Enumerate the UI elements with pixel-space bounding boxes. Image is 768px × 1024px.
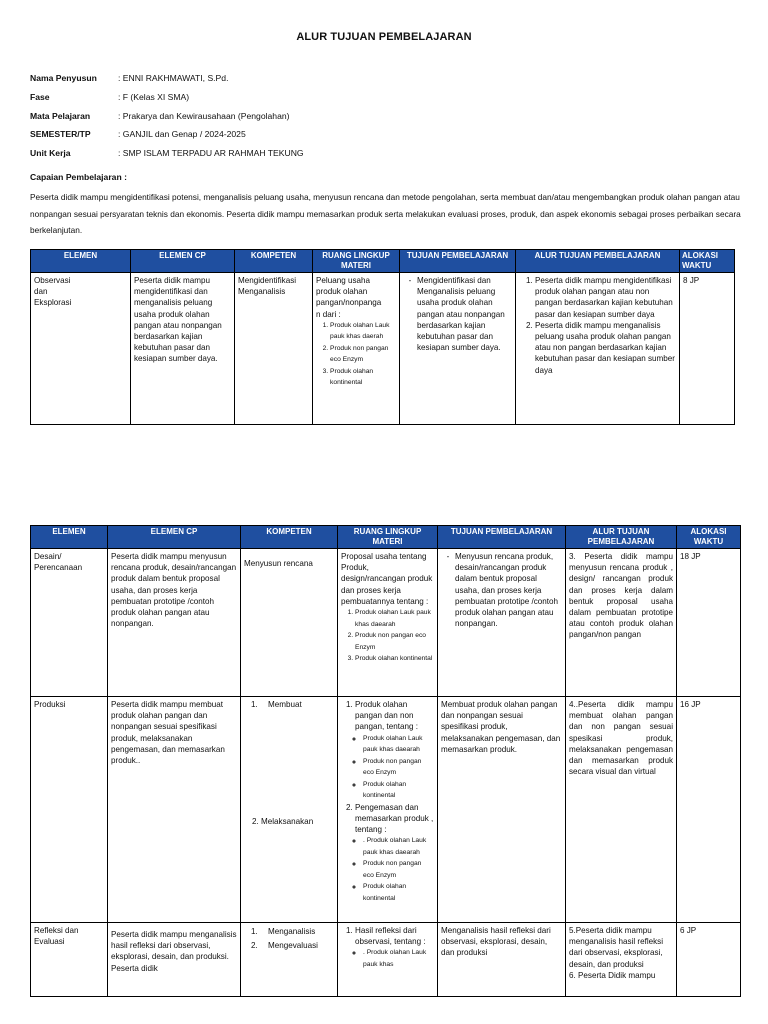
cell-alokasi: 16 JP	[677, 697, 741, 923]
table-row	[31, 697, 741, 923]
list-item	[355, 802, 434, 905]
cell-kompeten	[241, 697, 338, 923]
cell-elemen-cp: Peserta didik mampu menyusun rencana produk, desain/rancangan produk dalam bentuk proposal usaha, dan proses kerja pembuatan prototipe /contoh produk olahan pangan atau nonpangan.	[108, 549, 241, 697]
table-row	[31, 273, 735, 425]
ruang-subheading: Hasil refleksi dari observasi, tentang :	[355, 926, 426, 947]
identity-value: : Prakarya dan Kewirausahaan (Pengolahan)	[118, 111, 290, 121]
kompeten-list	[244, 699, 334, 710]
list-item: 1. Produk olahan Lauk pauk khas daerah	[330, 320, 396, 343]
column-header: ELEMEN	[31, 250, 131, 273]
cell-kompeten	[241, 923, 338, 997]
identity-label: Fase	[30, 92, 50, 102]
kompeten-item-2: 2. Melaksanakan	[252, 817, 314, 827]
elemen-text: Observasi dan Eksplorasi	[34, 276, 72, 308]
column-header: ELEMEN	[31, 526, 108, 549]
ruang-intro: Proposal usaha tentang Produk, design/rancangan produk dan proses kerja pembuatannya tentang :	[341, 552, 433, 606]
cell-elemen	[31, 923, 108, 997]
ruang-list	[316, 320, 396, 389]
list-item: 1. Peserta didik mampu mengidentifikasi produk olahan pangan atau non pangan berdasarkan kajian kebutuhan pasar dan kesiapan sumber daya	[535, 275, 676, 320]
column-header: ELEMEN CP	[131, 250, 235, 273]
document-title: ALUR TUJUAN PEMBELAJARAN	[296, 31, 472, 43]
tujuan-text: Mengidentifikasi dan Menganalisis peluang usaha produk olahan pangan atau nonpangan berdasarkan kajian kebutuhan pasar dan kesiapan sumber daya.	[417, 276, 505, 353]
column-header: ALUR TUJUAN PEMBELAJARAN	[516, 250, 680, 273]
column-header: ALUR TUJUAN PEMBELAJARAN	[566, 526, 677, 549]
table-header-row	[31, 250, 735, 273]
cell-alokasi: 8 JP	[680, 273, 735, 425]
cell-tujuan	[438, 549, 566, 697]
cell-ruang-lingkup	[338, 697, 438, 923]
list-item: ◦ Produk olahan kontinental	[363, 881, 434, 904]
ruang-subheading: Pengemasan dan memasarkan produk , tentang :	[355, 802, 434, 835]
cell-ruang-lingkup	[338, 549, 438, 697]
identity-label: SEMESTER/TP	[30, 129, 91, 139]
alur-item: 6. Peserta Didik mampu	[569, 970, 656, 980]
list-item: ◦ . Produk olahan Lauk pauk khas daearah	[363, 835, 434, 858]
cell-ruang-lingkup	[338, 923, 438, 997]
tujuan-text: Menyusun rencana produk, desain/rancangan produk dalam bentuk proposal usaha, dan proses kerja pembuatan prototipe /contoh produk olahan pangan atau nonpangan.	[455, 552, 559, 629]
column-header: KOMPETEN	[241, 526, 338, 549]
column-header: RUANG LINGKUP MATERI	[338, 526, 438, 549]
identity-label: Mata Pelajaran	[30, 111, 91, 121]
list-item: ◦ Produk olahan Lauk pauk khas daearah	[363, 733, 434, 756]
kompeten-list	[244, 925, 334, 953]
cell-kompeten: Mengidentifikasi Menganalisis	[235, 273, 313, 425]
list-item: 3. Produk olahan kontinental	[330, 366, 396, 389]
cell-elemen	[31, 549, 108, 697]
dash-marker: -	[408, 276, 412, 285]
ruang-sublist	[355, 947, 434, 970]
cell-alur: 3. Peserta didik mampu menyusun rencana produk , design/ rancangan produk dan proses kerja dalam bentuk proposal usaha dalam pembuatan prototipe atau contoh produk olahan pangan/non pangan	[566, 549, 677, 697]
identity-label: Unit Kerja	[30, 148, 71, 158]
list-item: 2. Produk non pangan eco Enzym	[355, 630, 434, 653]
column-header: KOMPETEN	[235, 250, 313, 273]
cell-tujuan: Menganalisis hasil refleksi dari observasi, eksplorasi, desain, dan produksi	[438, 923, 566, 997]
list-item: 1. Produk olahan Lauk pauk khas daearah	[355, 607, 434, 630]
atp-table-2	[30, 525, 741, 997]
list-item: ◦ . Produk olahan Lauk pauk khas	[363, 947, 434, 970]
list-item: 3. Produk olahan kontinental	[355, 653, 434, 665]
cell-ruang-lingkup	[313, 273, 400, 425]
cell-alur	[516, 273, 680, 425]
ruang-list	[341, 607, 434, 665]
cell-alur	[566, 923, 677, 997]
identity-label: Nama Penyusun	[30, 73, 97, 83]
list-item: 1. Menganalisis	[260, 925, 334, 939]
cell-tujuan: Membuat produk olahan pangan dan nonpangan sesuai spesifikasi produk, melaksanakan pengemasan, dan memasarkan produk.	[438, 697, 566, 923]
cell-tujuan	[400, 273, 516, 425]
capaian-paragraph: Peserta didik mampu mengidentifikasi potensi, menganalisis peluang usaha, menyusun rencana dan metode pengolahan, serta membuat dan/atau mengembangkan produk olahan pangan atau nonpangan sesuai persyaratan teknis dan ekonomis. Peserta didik mampu memasarkan produk serta melakukan evaluasi proses, produk, dan aspek ekonomis sebagai proses perbaikan secara berkelanjutan.	[30, 192, 741, 236]
column-header: TUJUAN PEMBELAJARAN	[438, 526, 566, 549]
identity-value: : ENNI RAKHMAWATI, S.Pd.	[118, 73, 229, 83]
dash-marker: -	[446, 552, 450, 561]
ruang-intro-cont: n dari :	[316, 309, 341, 319]
list-item: ◦ Produk olahan kontinental	[363, 779, 434, 802]
list-item	[355, 699, 434, 802]
cell-alokasi: 18 JP	[677, 549, 741, 697]
cell-kompeten: Menyusun rencana	[241, 549, 338, 697]
column-header: RUANG LINGKUP MATERI	[313, 250, 400, 273]
capaian-heading: Capaian Pembelajaran :	[30, 172, 127, 182]
list-item: 2. Mengevaluasi	[260, 939, 334, 953]
list-item: ◦ Produk non pangan eco Enzym	[363, 858, 434, 881]
tujuan-item	[403, 275, 512, 353]
cell-elemen-cp: Peserta didik mampu mengidentifikasi dan menganalisis peluang usaha produk olahan pangan atau nonpangan berdasarkan kajian kebutuhan pasar dan kesiapan sumber daya.	[131, 273, 235, 425]
column-header: ALOKASI WAKTU	[677, 526, 741, 549]
list-item: ◦ Produk non pangan eco Enzym	[363, 756, 434, 779]
cell-alokasi: 6 JP	[677, 923, 741, 997]
list-item	[355, 925, 434, 970]
identity-value: : SMP ISLAM TERPADU AR RAHMAH TEKUNG	[118, 148, 304, 158]
elemen-text: Refleksi dan Evaluasi	[34, 926, 79, 947]
cell-alur: 4..Peserta didik mampu membuat olahan pangan dan non pangan sesuai spesikasi produk, melaksanakan pengemasan dan memasarkan produk secara visual dan virtual	[566, 697, 677, 923]
ruang-list	[341, 699, 434, 904]
tujuan-item	[441, 551, 562, 629]
ruang-sublist	[355, 733, 434, 802]
list-item: 2. Produk non pangan eco Enzym	[330, 343, 396, 366]
table-row	[31, 549, 741, 697]
atp-table-1	[30, 249, 735, 425]
identity-value: : GANJIL dan Genap / 2024-2025	[118, 129, 246, 139]
elemen-text: Desain/ Perencanaan	[34, 552, 83, 573]
ruang-list	[341, 925, 434, 970]
ruang-intro: Peluang usaha produk olahan pangan/nonpanga	[316, 276, 382, 308]
column-header: TUJUAN PEMBELAJARAN	[400, 250, 516, 273]
cell-elemen-cp: Peserta didik mampu menganalisis hasil refleksi dari observasi, eksplorasi, desain, dan produksi. Peserta didik	[108, 923, 241, 997]
cell-elemen: Produksi	[31, 697, 108, 923]
cell-elemen	[31, 273, 131, 425]
list-item: 1. Membuat	[260, 699, 334, 710]
alur-list	[519, 275, 676, 376]
table-header-row	[31, 526, 741, 549]
identity-value: : F (Kelas XI SMA)	[118, 92, 190, 102]
column-header: ALOKASI WAKTU	[680, 250, 735, 273]
list-item: 2. Peserta didik mampu menganalisis peluang usaha produk olahan pangan atau non pangan berdasarkan kajian kebutuhan pasar dan kesiapan sumber daya	[535, 320, 676, 376]
column-header: ELEMEN CP	[108, 526, 241, 549]
cell-elemen-cp: Peserta didik mampu membuat produk olahan pangan dan nonpangan sesuai spesifikasi produk, melaksanakan pengemasan, dan memasarkan produk..	[108, 697, 241, 923]
ruang-sublist	[355, 835, 434, 904]
ruang-subheading: Produk olahan pangan dan non pangan, tentang :	[355, 700, 419, 732]
alur-item: 5.Peserta didik mampu menganalisis hasil refleksi dari observasi, eksplorasi, desain, dan produksi	[569, 926, 664, 969]
table-row	[31, 923, 741, 997]
